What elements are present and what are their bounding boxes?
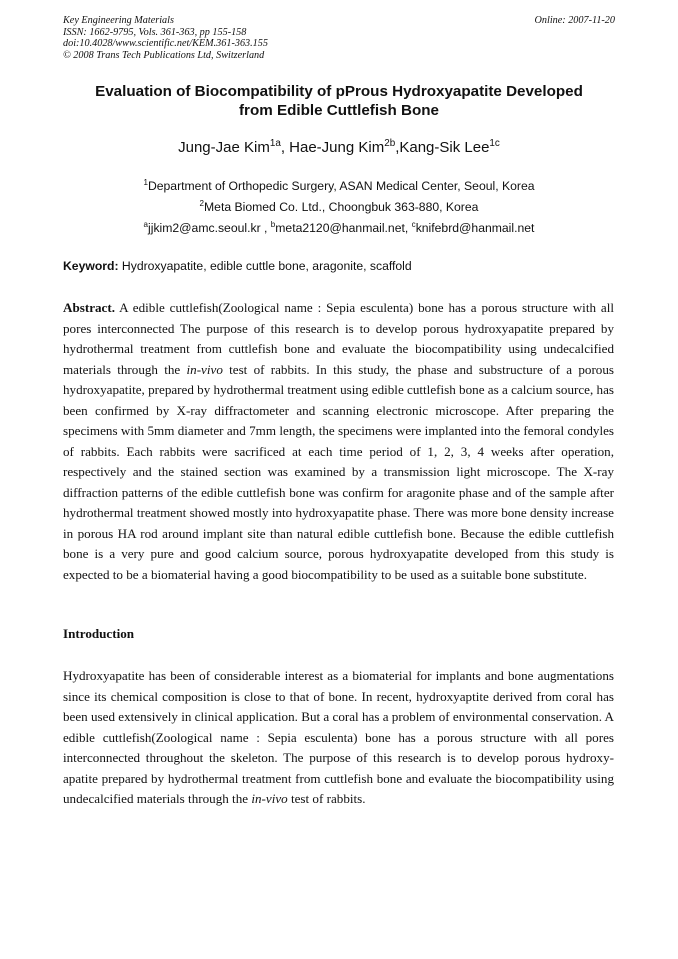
affiliation-2-sup: 2 — [199, 198, 205, 208]
author-list — [0, 139, 678, 156]
issn-line: ISSN: 1662-9795, Vols. 361-363, pp 155-158 — [63, 26, 247, 38]
affiliation-1-text: Department of Orthopedic Surgery, ASAN Medical Center, Seoul, Korea — [147, 179, 535, 193]
author-3: ,Kang-Sik Lee — [395, 139, 490, 156]
introduction-paragraph — [63, 666, 614, 810]
paper-title — [40, 82, 638, 120]
online-date: Online: 2007-11-20 — [534, 15, 615, 26]
author-2-sup: 2b — [384, 138, 396, 149]
keywords — [63, 259, 615, 273]
introduction-heading: Introduction — [63, 626, 135, 641]
author-3-sup: 1c — [489, 138, 500, 149]
abstract-text-1: A edible cuttlefish(Zoological name : Sepia esculenta) bone has a porous structure with all pores interconnected The purpose of this research is to develop porous hydroxyapatite prepared by hydrothermal treatment from cuttlefish bone and evaluate the biocompatibility using undecalcified materials through the — [63, 300, 614, 377]
email-c: knifebrd@hanmail.net — [415, 221, 535, 235]
email-b-sup: b — [270, 219, 276, 229]
abstract-text-2: test of rabbits. In this study, the phase and substructure of a porous hydroxyapatite, prepared by hydrothermal treatment using edible cuttlefish bone as a calcium source, has been confirmed by X-ray diffractometer and scanning electronic microscope. After preparing the specimens with 5mm diameter and 7mm length, the specimens were implanted into the femoral condyles of rabbits. Each rabbits were sacrificed at each time period of 1, 2, 3, 4 weeks after operation, respectively and the stained section was examined by a transmission light microscope. The X-ray diffraction patterns of the edible cuttlefish bone was confirm for aragonite phase and of the sample after hydrothermal treatment showed mostly into hydroxyapatite phase. There was more bone density increase in porous HA rod around implant site than natural edible cuttlefish bone. Because the edible cuttlefish bone is a very pure and good calcium source, porous hydroxyapatite developed from this study is expected to be a biomaterial having a good biocompatibility to be used as a suitable bone substitute. — [63, 361, 614, 582]
email-b: meta2120@hanmail.net, — [275, 221, 412, 235]
intro-invivo: in-vivo — [251, 791, 288, 806]
title-line-2: from Edible Cuttlefish Bone — [239, 102, 439, 119]
email-a: jjkim2@amc.seoul.kr , — [148, 221, 271, 235]
email-line — [0, 218, 678, 239]
abstract-label: Abstract. — [63, 300, 115, 315]
author-1-sup: 1a — [269, 138, 281, 149]
intro-text-1: Hydroxyapatite has been of considerable interest as a biomaterial for implants and bone augmentations since its chemical composition is close to that of bone. In recent, hydroxyaptite derived from coral has been used extensively in clinical application. But a coral has a problem of environmental conservation. A edible cuttlefish(Zoological name : Sepia esculenta) bone has a porous structure with all pores interconnected throughout the skeleton. The purpose of this research is to develop porous hydroxy-apatite prepared by hydrothermal treatment from cuttlefish bone and evaluate the biocompatibility using undecalcified materials through the — [63, 668, 614, 806]
abstract-invivo: in-vivo — [186, 361, 223, 377]
keyword-text: Hydroxyapatite, edible cuttle bone, aragonite, scaffold — [118, 259, 412, 273]
affiliation-2 — [0, 197, 678, 218]
title-line-1: Evaluation of Biocompatibility of pProus Hydroxyapatite Developed — [95, 83, 583, 100]
journal-name: Key Engineering Materials — [63, 15, 174, 26]
keyword-label: Keyword: — [63, 259, 119, 273]
author-2: , Hae-Jung Kim — [280, 139, 385, 156]
journal-header — [63, 15, 615, 61]
copyright-line: © 2008 Trans Tech Publications Ltd, Switzerland — [63, 49, 265, 61]
abstract-paragraph — [63, 298, 614, 585]
email-c-sup: c — [411, 219, 416, 229]
doi-line: doi:10.4028/www.scientific.net/KEM.361-363.155 — [63, 38, 268, 49]
affiliation-2-text: Meta Biomed Co. Ltd., Choongbuk 363-880, Korea — [204, 200, 479, 214]
affiliation-1 — [0, 176, 678, 197]
email-a-sup: a — [143, 219, 149, 229]
author-1: Jung-Jae Kim — [178, 139, 270, 156]
intro-text-2: test of rabbits. — [287, 791, 366, 806]
affiliation-1-sup: 1 — [143, 177, 148, 187]
affiliations — [0, 176, 678, 239]
